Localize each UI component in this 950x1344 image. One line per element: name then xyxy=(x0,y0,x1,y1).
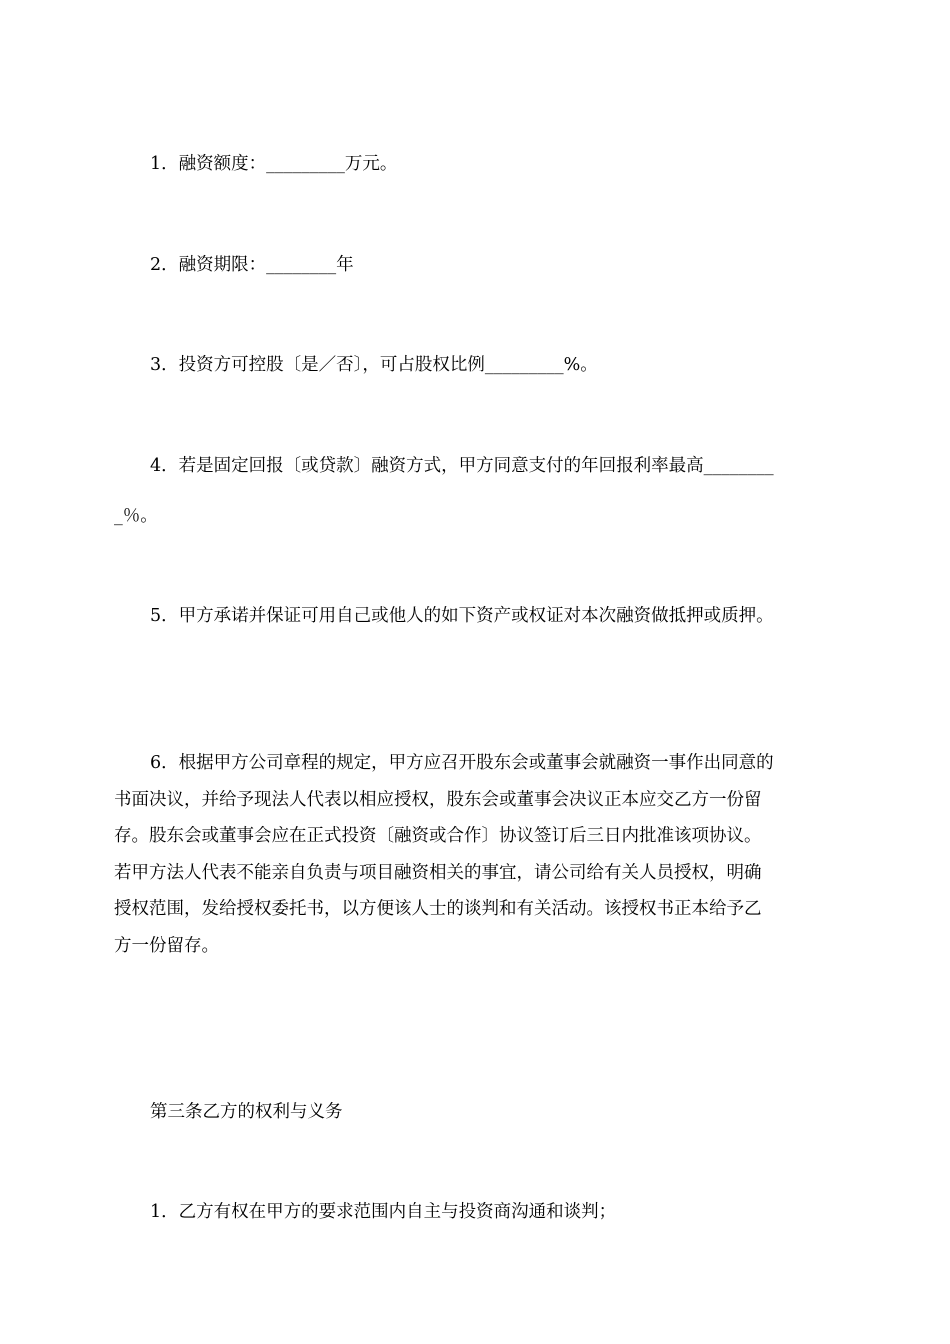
paragraph-line: 方一份留存。 xyxy=(114,935,219,956)
paragraph-board-resolution xyxy=(114,752,839,971)
paragraph-line: 授权范围，发给授权委托书，以方便该人士的谈判和有关活动。该授权书正本给予乙 xyxy=(114,899,762,919)
section-3-item-1: 1．乙方有权在甲方的要求范围内自主与投资商沟通和谈判； xyxy=(150,1202,617,1222)
item-equity-control: 3．投资方可控股〔是／否〕，可占股权比例_________%。 xyxy=(150,355,598,375)
item-financing-term: 2．融资期限：________年 xyxy=(150,255,354,275)
paragraph-line: 书面决议，并给予现法人代表以相应授权，股东会或董事会决议正本应交乙方一份留 xyxy=(114,789,762,810)
paragraph-line: 若甲方法人代表不能亲自负责与项目融资相关的事宜，请公司给有关人员授权，明确 xyxy=(114,862,762,883)
paragraph-line: 6．根据甲方公司章程的规定，甲方应召开股东会或董事会就融资一事作出同意的 xyxy=(150,753,774,773)
item-collateral: 5．甲方承诺并保证可用自己或他人的如下资产或权证对本次融资做抵押或质押。 xyxy=(150,606,774,626)
section-3-title: 第三条乙方的权利与义务 xyxy=(150,1102,343,1122)
item-fixed-return-line1: 4．若是固定回报〔或贷款〕融资方式，甲方同意支付的年回报利率最高________ xyxy=(150,456,774,476)
item-financing-amount: 1．融资额度：_________万元。 xyxy=(150,154,398,174)
paragraph-line: 存。股东会或董事会应在正式投资〔融资或合作〕协议签订后三日内批准该项协议。 xyxy=(114,826,762,846)
item-fixed-return-line2: _％。 xyxy=(114,506,158,526)
